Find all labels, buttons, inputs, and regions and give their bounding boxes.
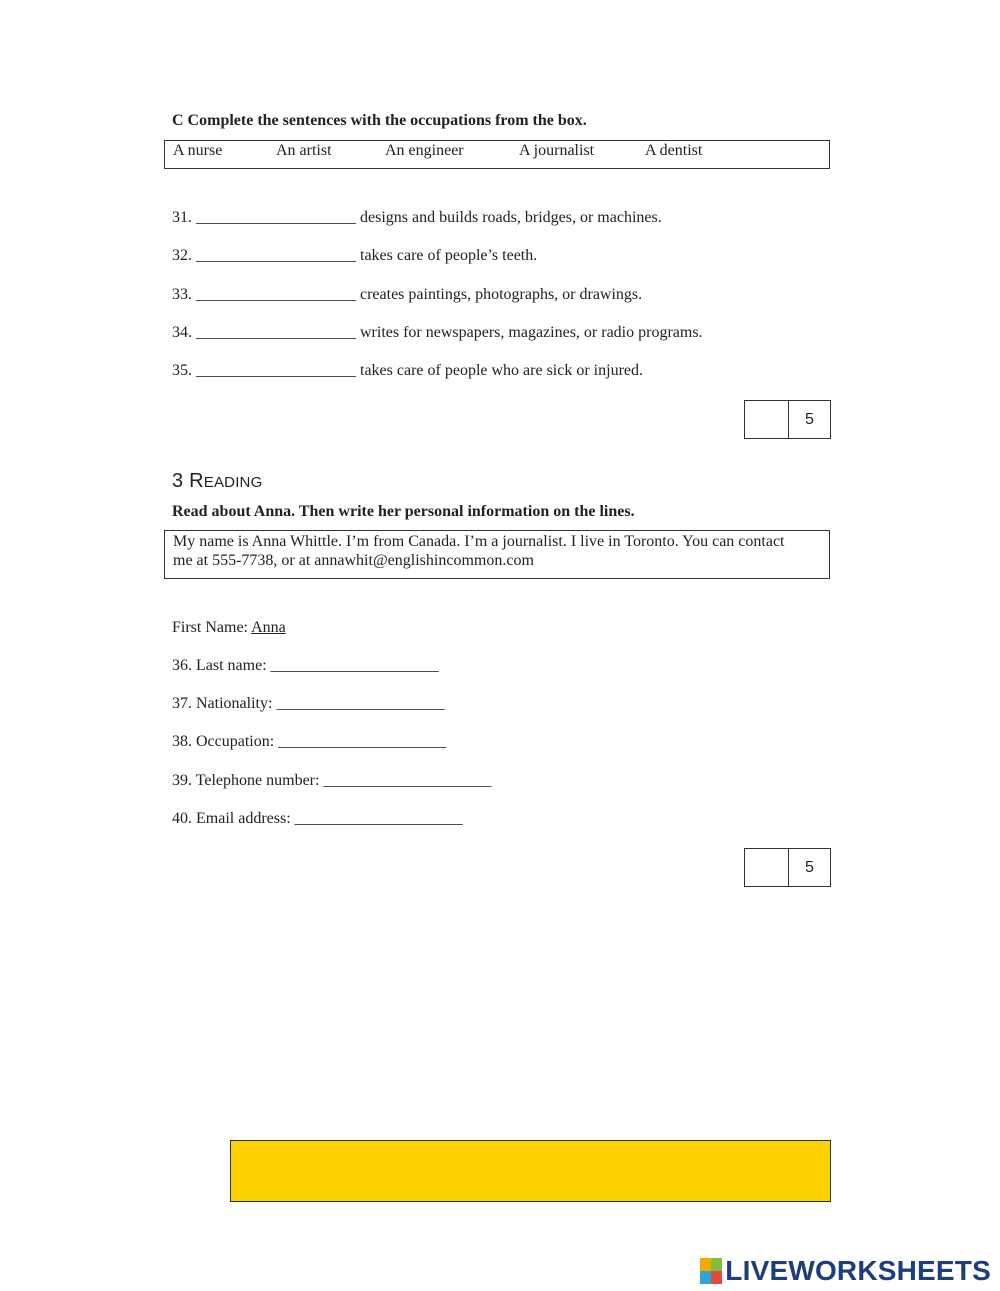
word-item: An engineer — [385, 142, 464, 159]
field-occupation — [172, 733, 446, 751]
field-telephone — [172, 772, 491, 790]
field-label: 36. Last name: — [172, 657, 271, 674]
section-c-title: C Complete the sentences with the occupations from the box. — [172, 112, 587, 129]
field-label: 39. Telephone number: — [172, 772, 324, 789]
field-label: First Name: — [172, 619, 252, 636]
sentence-34 — [172, 324, 703, 342]
example-answer: Anna — [251, 619, 286, 636]
question-number: 32. — [172, 247, 192, 264]
answer-blank[interactable]: ____________________ — [196, 209, 356, 226]
brand-name: LIVEWORKSHEETS — [725, 1255, 991, 1286]
question-number: 34. — [172, 324, 192, 341]
passage-line: me at 555-7738, or at annawhit@englishincommon.com — [173, 552, 534, 569]
field-label: 38. Occupation: — [172, 733, 279, 750]
answer-blank[interactable]: ____________________ — [196, 247, 356, 264]
answer-blank[interactable]: _____________________ — [276, 695, 445, 712]
field-email — [172, 810, 463, 828]
answer-blank[interactable]: ____________________ — [196, 324, 356, 341]
question-number: 33. — [172, 286, 192, 303]
liveworksheets-brand — [700, 1256, 991, 1286]
sentence-text: designs and builds roads, bridges, or machines. — [360, 209, 662, 226]
reading-passage-box — [164, 530, 830, 579]
score-box-reading — [744, 848, 831, 887]
occupation-word-box — [164, 140, 830, 169]
field-last-name — [172, 657, 439, 675]
sentence-text: takes care of people’s teeth. — [360, 247, 538, 264]
word-item: A journalist — [519, 142, 595, 159]
score-box-section-c — [744, 400, 831, 439]
answer-blank[interactable]: _____________________ — [278, 733, 447, 750]
score-total: 5 — [805, 858, 814, 876]
example-first-name — [172, 619, 286, 637]
answer-blank[interactable]: _____________________ — [323, 772, 492, 789]
question-number: 31. — [172, 209, 192, 226]
heading-number: 3 — [172, 470, 184, 492]
sentence-text: writes for newspapers, magazines, or radio programs. — [360, 324, 703, 341]
heading-first-letter: R — [189, 470, 204, 492]
sentence-text: creates paintings, photographs, or drawings. — [360, 286, 643, 303]
liveworksheets-logo-icon — [700, 1258, 722, 1284]
field-label: 40. Email address: — [172, 810, 295, 827]
question-number: 35. — [172, 362, 192, 379]
sentence-31 — [172, 209, 662, 227]
sentence-35 — [172, 362, 643, 380]
word-item: An artist — [276, 142, 332, 159]
answer-blank[interactable]: ____________________ — [196, 286, 356, 303]
passage-line: My name is Anna Whittle. I’m from Canada. I’m a journalist. I live in Toronto. You can contact — [173, 533, 785, 550]
field-label: 37. Nationality: — [172, 695, 277, 712]
heading-rest: EADING — [203, 474, 263, 491]
sentence-text: takes care of people who are sick or injured. — [360, 362, 643, 379]
sentence-32 — [172, 247, 537, 265]
reading-instruction: Read about Anna. Then write her personal information on the lines. — [172, 503, 635, 520]
sentence-33 — [172, 286, 642, 304]
word-item: A nurse — [173, 142, 223, 159]
yellow-answer-bar[interactable] — [230, 1140, 831, 1202]
answer-blank[interactable]: _____________________ — [294, 810, 463, 827]
word-item: A dentist — [645, 142, 703, 159]
answer-blank[interactable]: ____________________ — [196, 362, 356, 379]
answer-blank[interactable]: _____________________ — [270, 657, 439, 674]
score-input[interactable] — [745, 401, 789, 438]
reading-heading — [172, 469, 262, 495]
field-nationality — [172, 695, 444, 713]
score-total: 5 — [805, 410, 814, 428]
score-input[interactable] — [745, 849, 789, 886]
